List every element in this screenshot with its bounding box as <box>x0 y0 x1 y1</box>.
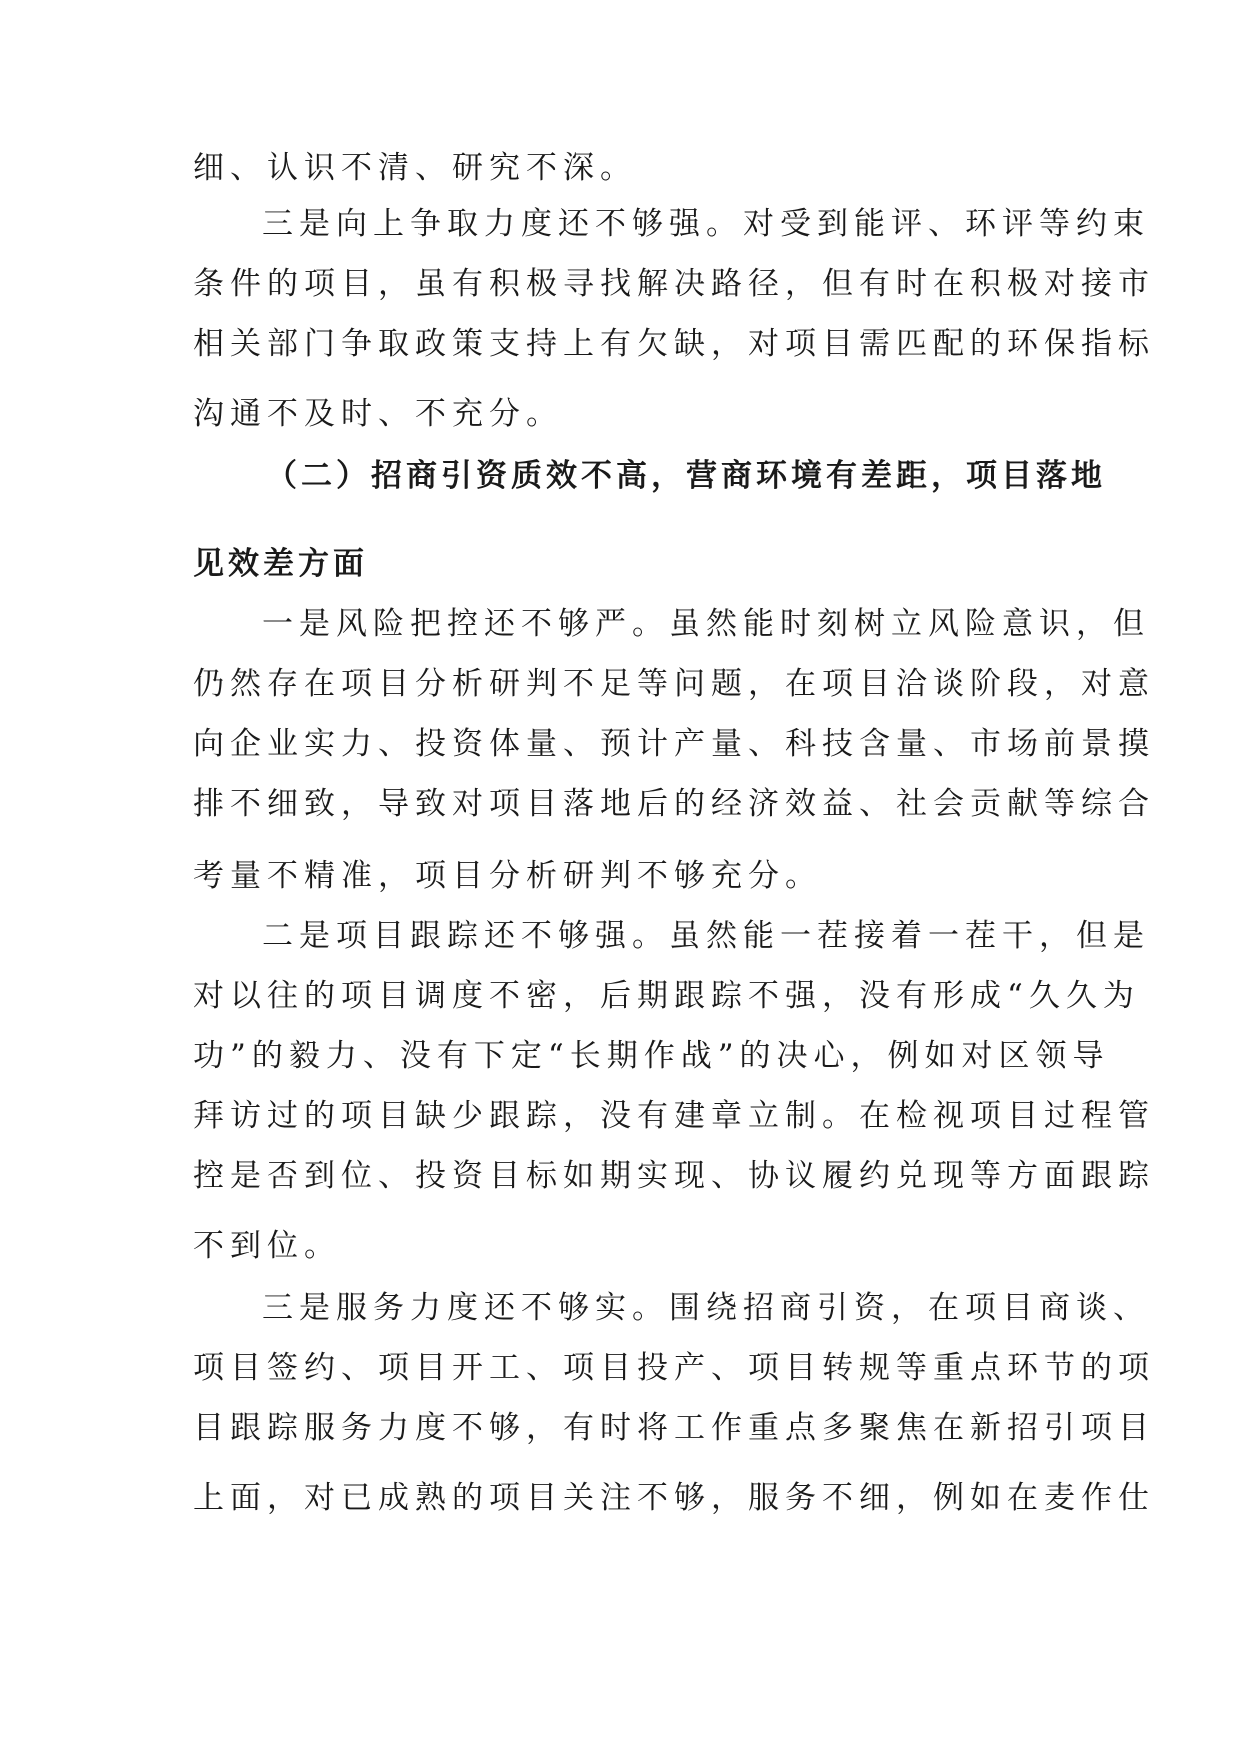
text-line: 目跟踪服务力度不够，有时将工作重点多聚焦在新招引项目 <box>193 1410 1155 1446</box>
section-heading: （二）招商引资质效不高，营商环境有差距，项目落地 <box>266 458 1106 494</box>
text-line: 项目签约、项目开工、项目投产、项目转规等重点环节的项 <box>193 1350 1155 1386</box>
text-line: 条件的项目，虽有积极寻找解决路径，但有时在积极对接市 <box>193 266 1155 302</box>
text-line: 相关部门争取政策支持上有欠缺，对项目需匹配的环保指标 <box>193 326 1155 362</box>
text-line: 上面，对已成熟的项目关注不够，服务不细，例如在麦作仕 <box>193 1480 1155 1516</box>
text-line: 三是向上争取力度还不够强。对受到能评、环评等约束 <box>262 206 1150 242</box>
text-line: 排不细致，导致对项目落地后的经济效益、社会贡献等综合 <box>193 786 1155 822</box>
section-heading: 见效差方面 <box>193 546 368 582</box>
text-line: 拜访过的项目缺少跟踪，没有建章立制。在检视项目过程管 <box>193 1098 1155 1134</box>
text-line: 向企业实力、投资体量、预计产量、科技含量、市场前景摸 <box>193 726 1155 762</box>
text-line: 细、认识不清、研究不深。 <box>193 150 637 186</box>
text-line: 二是项目跟踪还不够强。虽然能一茬接着一茬干，但是 <box>262 918 1150 954</box>
text-line: 不到位。 <box>193 1228 341 1264</box>
text-line: 沟通不及时、不充分。 <box>193 396 563 432</box>
text-line: 一是风险把控还不够严。虽然能时刻树立风险意识，但 <box>262 606 1150 642</box>
text-line: 对以往的项目调度不密，后期跟踪不强，没有形成“久久为 <box>193 978 1140 1014</box>
text-line: 控是否到位、投资目标如期实现、协议履约兑现等方面跟踪 <box>193 1158 1155 1194</box>
text-line: 仍然存在项目分析研判不足等问题，在项目洽谈阶段，对意 <box>193 666 1155 702</box>
text-line: 考量不精准，项目分析研判不够充分。 <box>193 858 822 894</box>
text-line: 三是服务力度还不够实。围绕招商引资，在项目商谈、 <box>262 1290 1150 1326</box>
text-line: 功”的毅力、没有下定“长期作战”的决心，例如对区领导 <box>193 1038 1110 1074</box>
